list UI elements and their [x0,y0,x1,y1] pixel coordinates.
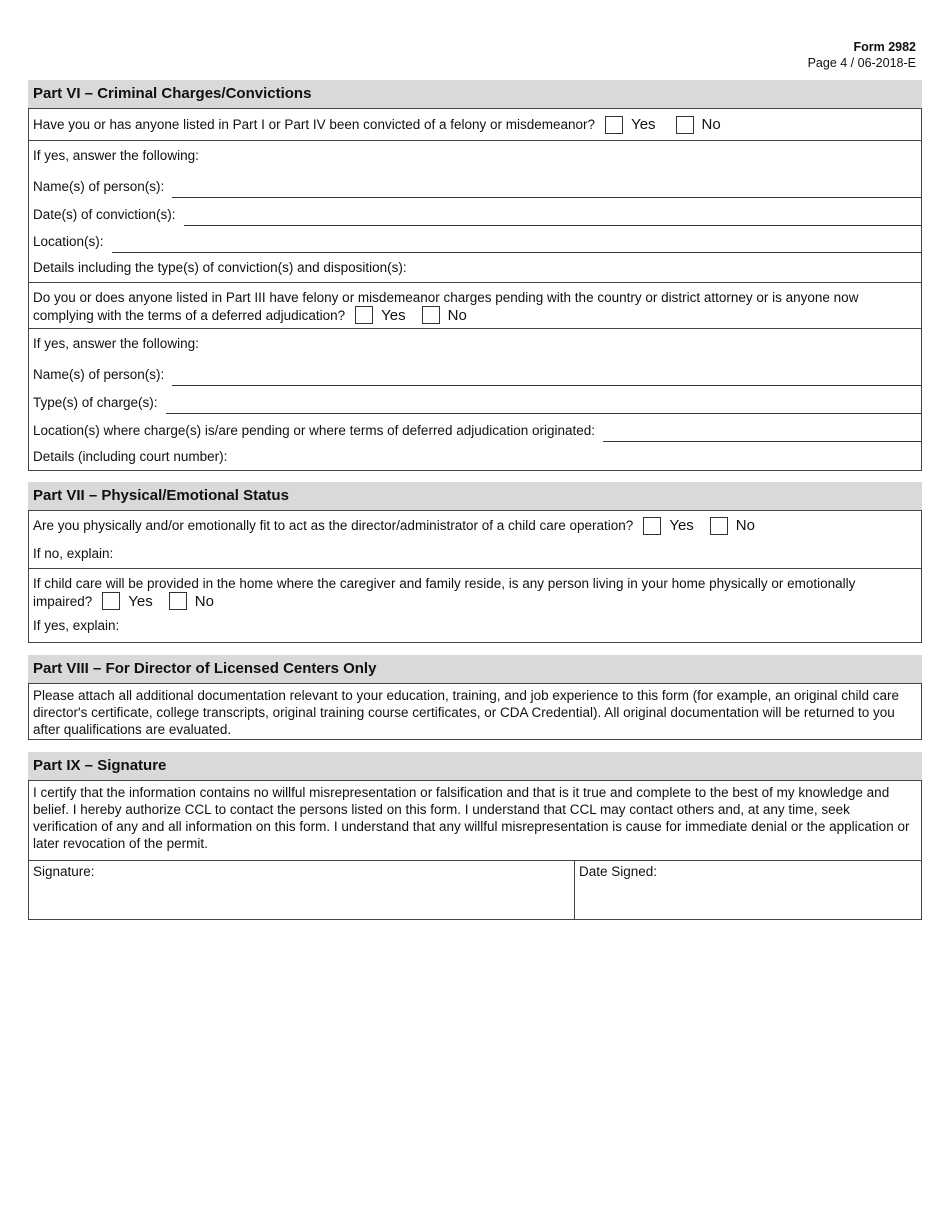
signature-label: Signature: [33,864,95,879]
part6-title: Part VI – Criminal Charges/Convictions [28,80,922,108]
part6-pending-field[interactable] [603,414,921,442]
form-number: Form 2982 [853,40,916,54]
part6-q2-yes-label: Yes [381,306,406,324]
part7-q2-line2: impaired? [33,593,93,609]
part6-q1-text: Have you or has anyone listed in Part I or Part IV been convicted of a felony or misdemeanor? [33,117,596,132]
part8-title: Part VIII – For Director of Licensed Centers Only [28,655,922,683]
date-signed-field[interactable] [575,861,921,920]
part6-names2-row [29,357,921,386]
part6-q2-line2: complying with the terms of a deferred adjudication? [33,307,346,323]
part7-q2-no-checkbox[interactable] [169,592,187,610]
part6-q2-no-option[interactable] [422,306,467,324]
part6-q1-yes-checkbox[interactable] [605,116,623,134]
part6-q1-no-option[interactable] [676,116,721,134]
part7-q1-no-option[interactable] [710,517,755,535]
part7-q1-no-checkbox[interactable] [710,517,728,535]
part6-q1-yes-label: Yes [631,116,656,133]
form-header [808,39,916,71]
part7-q2-line2-row [33,592,917,610]
signature-field[interactable] [29,861,575,920]
part6-dates-row [29,198,921,226]
part6-dates-field[interactable] [184,198,921,226]
part7-q1-no-label: No [735,517,755,534]
part9-text: I certify that the information contains no willful misrepresentation or falsification and that is it true and complete to the best of my knowledge and belief. I hereby authorize CCL to contact the persons listed on this form. I understand that CCL may contact others and, at any time, seek verification of any and all information on this form. I understand that any willful misrepresentation is cause for immediate denial or the application or later revocation of the permit. [33,785,910,851]
part9-box [28,780,922,920]
part7-q1-yes-option[interactable] [643,517,693,535]
part6-charges-row [29,386,921,414]
part6-names2-field[interactable] [172,357,921,386]
part6-names-row [29,170,921,198]
part6-charges-label: Type(s) of charge(s): [33,395,158,410]
part6-dates-label: Date(s) of conviction(s): [33,207,176,222]
part7-q2-no-option[interactable] [169,592,214,610]
part6-q2-row [29,282,921,328]
part6-box [28,108,922,471]
part6-q1-row [29,109,921,140]
part7-box [28,510,922,643]
part6-charges-field[interactable] [166,386,921,414]
part7-q2-row [29,568,921,616]
part6-court-label[interactable]: Details (including court number): [33,449,228,464]
part7-q1-explain[interactable]: If no, explain: [33,546,114,561]
part6-q2-yes-checkbox[interactable] [355,306,373,324]
signature-row [29,860,921,920]
part6-q1-followup: If yes, answer the following: [29,140,921,170]
part7-q2-line1: If child care will be provided in the home where the caregiver and family reside, is any person living in your home physically or emotionally [33,576,856,591]
part6-pending-row [29,414,921,442]
part6-names2-label: Name(s) of person(s): [33,367,165,382]
part6-location-field[interactable] [112,226,921,253]
part7-q2-no-label: No [194,592,214,610]
part7-title: Part VII – Physical/Emotional Status [28,482,922,510]
part6-names-label: Name(s) of person(s): [33,179,165,194]
part7-q1-yes-checkbox[interactable] [643,517,661,535]
part6-q1-yes-option[interactable] [605,116,655,134]
part6-q1-no-label: No [701,116,721,133]
part6-q2-followup: If yes, answer the following: [29,328,921,357]
part6-q2-yes-option[interactable] [355,306,405,324]
part7-q2-yes-checkbox[interactable] [102,592,120,610]
part6-details-label[interactable]: Details including the type(s) of conviction(s) and disposition(s): [33,260,407,275]
part6-location-row [29,226,921,253]
part8-box [28,683,922,740]
part6-q2-line2-row [33,306,917,324]
part7-q2-yes-label: Yes [128,592,153,610]
date-signed-label: Date Signed: [579,864,658,879]
part6-q1-no-checkbox[interactable] [676,116,694,134]
part6-pending-label: Location(s) where charge(s) is/are pending or where terms of deferred adjudication originated: [33,423,596,438]
part7-q2-yes-option[interactable] [102,592,152,610]
part6-q2-line1: Do you or does anyone listed in Part III have felony or misdemeanor charges pending with the country or district attorney or is anyone now [33,290,859,305]
part8-text: Please attach all additional documentation relevant to your education, training, and job experience to this form (for example, an original child care director's certificate, college transcripts, original training course certificates, or CDA Credential). All original documentation will be returned to you after qualifications are evaluated. [33,688,900,737]
part7-q1-yes-label: Yes [669,517,694,534]
part6-names-field[interactable] [172,170,921,198]
part6-location-label: Location(s): [33,234,104,249]
page-info: Page 4 / 06-2018-E [807,56,916,70]
part9-title: Part IX – Signature [28,752,922,780]
part6-q2-no-label: No [447,306,467,324]
part6-q2-no-checkbox[interactable] [422,306,440,324]
part7-q2-explain[interactable]: If yes, explain: [33,618,120,633]
part7-q1-text: Are you physically and/or emotionally fit to act as the director/administrator of a child care operation? [33,518,634,533]
part7-q1-row [29,511,921,540]
